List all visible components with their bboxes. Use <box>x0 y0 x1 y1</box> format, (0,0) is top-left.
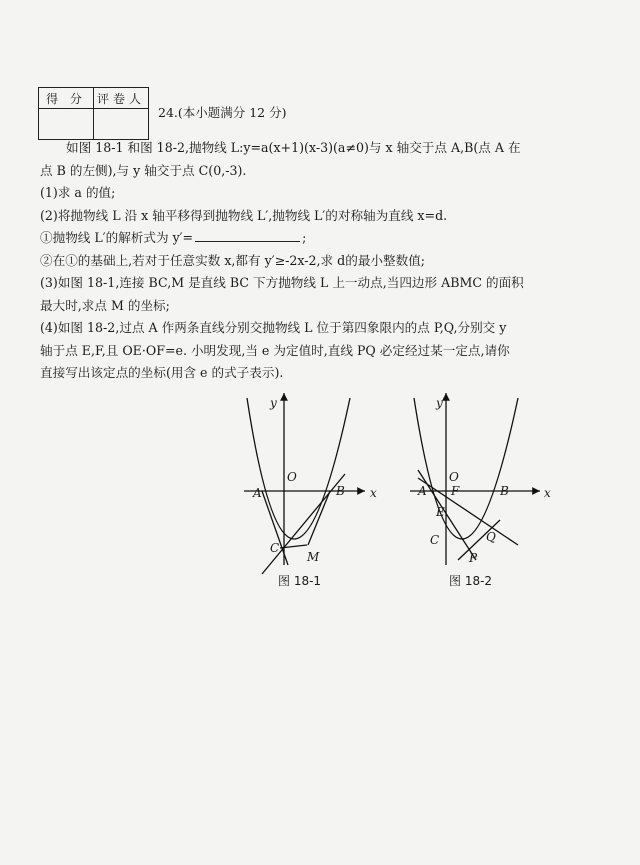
intro-line-2: 点 B 的左侧),与 y 轴交于点 C(0,-3). <box>40 162 247 178</box>
fig1-line-bm <box>308 491 330 545</box>
fig2-p-label: P <box>469 551 478 565</box>
fig2-q-label: Q <box>486 530 496 544</box>
fig2-o-label: O <box>449 470 459 484</box>
fig2-caption: 图 18-2 <box>449 574 493 588</box>
part-3-line-1: (3)如图 18-1,连接 BC,M 是直线 BC 下方抛物线 L 上一动点,当四边形 ABMC 的面积 <box>40 275 524 290</box>
fig2-parabola <box>414 398 518 539</box>
figure-18-1-graphics <box>244 393 365 574</box>
fig1-a-label: A <box>253 486 262 500</box>
fig2-e-label: E <box>436 505 445 519</box>
part-4-line-2: 轴于点 E,F,且 OE·OF=e. 小明发现,当 e 为定值时,直线 PQ 必定经过某一定点,请你 <box>40 342 510 358</box>
fig1-m-label: M <box>307 550 320 564</box>
fig1-parabola <box>247 398 350 539</box>
fig1-c-label: C <box>270 541 280 555</box>
fig2-f-label: F <box>451 484 460 498</box>
fig2-b-label: B <box>500 484 509 498</box>
fig2-a-label: A <box>418 484 427 498</box>
fig1-line-bc <box>262 474 345 574</box>
fig1-y-label: y <box>270 396 277 410</box>
score-header: 得 分 <box>39 88 94 109</box>
fig1-caption: 图 18-1 <box>278 574 322 588</box>
question-number: 24.(本小题满分 12 分) <box>158 105 287 120</box>
part-2a-text: ①抛物线 L′的解析式为 y′= <box>40 230 194 245</box>
part-4-line-1: (4)如图 18-2,过点 A 作两条直线分别交抛物线 L 位于第四象限内的点 P,Q,分别交 y <box>40 320 507 335</box>
part-1: (1)求 a 的值; <box>40 185 116 200</box>
part-2: (2)将抛物线 L 沿 x 轴平移得到抛物线 L′,抛物线 L′的对称轴为直线 x=d. <box>40 207 448 223</box>
part-4-line-3: 直接写出该定点的坐标(用含 e 的式子表示). <box>40 365 284 380</box>
fig1-b-label: B <box>336 484 345 498</box>
grader-header: 评卷人 <box>94 88 149 109</box>
fig2-y-label: y <box>436 396 443 410</box>
intro-line-1: 如图 18-1 和图 18-2,抛物线 L:y=a(x+1)(x-3)(a≠0)与 x 轴交于点 A,B(点 A 在 <box>66 140 521 155</box>
part-2a-end: ; <box>302 230 307 245</box>
part-2b: ②在①的基础上,若对于任意实数 x,都有 y′≥-2x-2,求 d的最小整数值; <box>40 252 426 268</box>
fig1-o-label: O <box>287 470 297 484</box>
fig2-c-label: C <box>430 533 440 547</box>
part-3-line-2: 最大时,求点 M 的坐标; <box>40 297 170 313</box>
fig1-x-label: x <box>370 486 377 500</box>
fig2-x-label: x <box>544 486 551 500</box>
